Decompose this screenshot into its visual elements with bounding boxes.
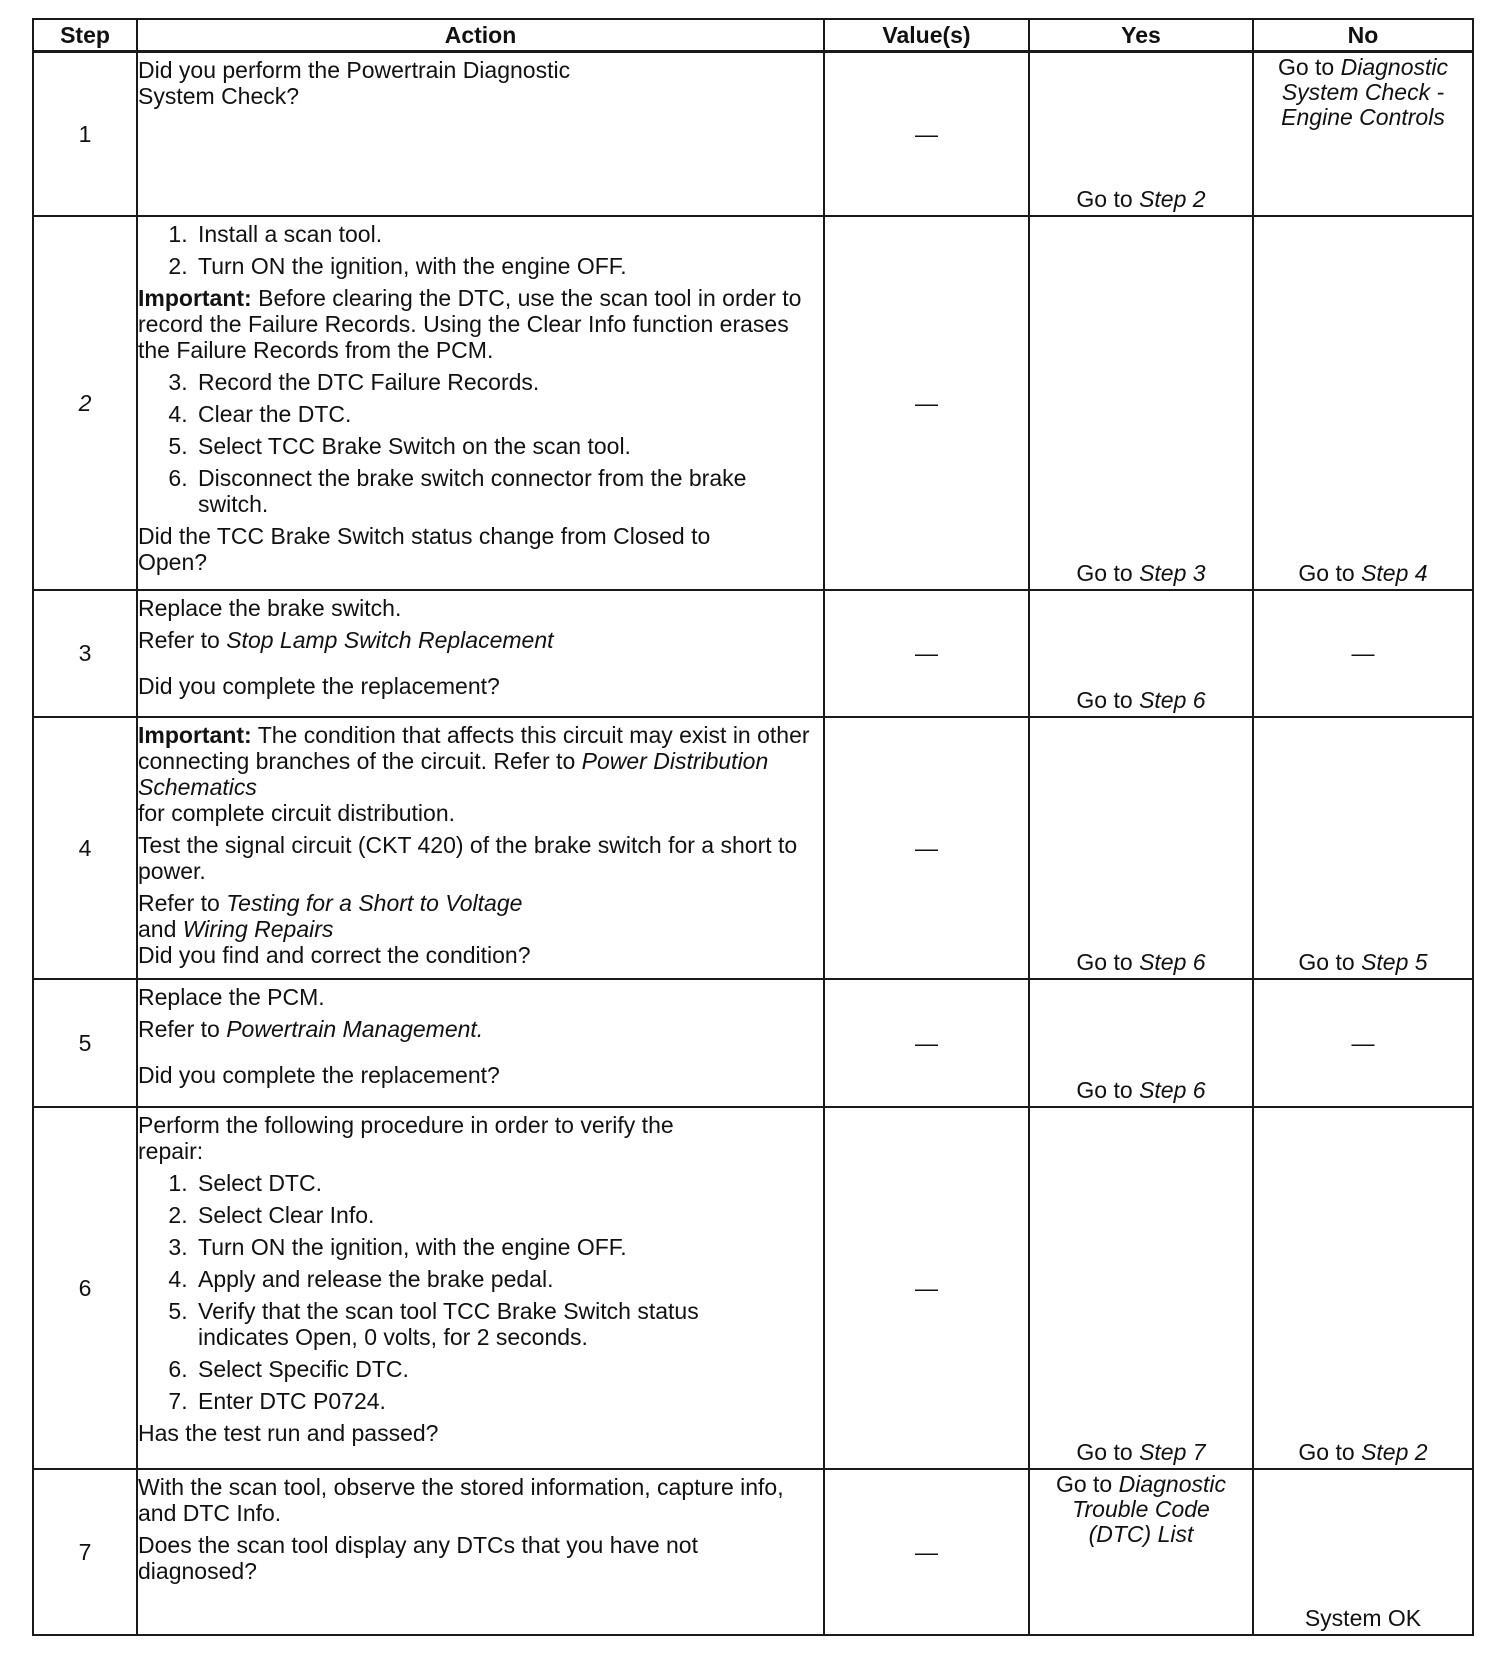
- value-dash: —: [915, 1538, 938, 1565]
- important-note: [138, 285, 823, 363]
- goto-target: Step 2: [1361, 1438, 1428, 1465]
- no-cell: [1253, 1469, 1473, 1635]
- refer-link[interactable]: Stop Lamp Switch Replacement: [226, 626, 554, 653]
- goto-target: Step 3: [1139, 559, 1206, 586]
- yes-link[interactable]: [1030, 687, 1252, 713]
- goto-target: Step 6: [1139, 948, 1206, 975]
- table-row-step-5: [33, 979, 1473, 1107]
- goto-prefix: Go to: [1076, 1076, 1133, 1103]
- table-row-step-4: [33, 717, 1473, 979]
- list-item: 2. Turn ON the ignition, with the engine OFF.: [194, 253, 823, 279]
- value-dash: —: [915, 389, 938, 416]
- goto-target: Step 5: [1361, 948, 1428, 975]
- important-text: The condition that affects this circuit may exist in other connecting branches of the circuit. Refer to: [138, 721, 810, 774]
- yes-cell: [1029, 52, 1253, 216]
- header-action: Action: [137, 19, 824, 52]
- question-text: Does the scan tool display any DTCs that you have not diagnosed?: [138, 1531, 698, 1584]
- value-cell: [824, 52, 1029, 216]
- procedure-list: [138, 221, 823, 279]
- yes-link[interactable]: [1030, 949, 1252, 975]
- goto-prefix: Go to: [1076, 948, 1133, 975]
- goto-prefix: Go to: [1298, 1438, 1355, 1465]
- step-number: 4: [33, 717, 137, 979]
- goto-target: Step 4: [1361, 559, 1428, 586]
- goto-target: Step 2: [1139, 185, 1206, 212]
- yes-link[interactable]: [1030, 1077, 1252, 1103]
- goto-target: Step 6: [1139, 686, 1206, 713]
- test-text: Test the signal circuit (CKT 420) of the brake switch for a short to power.: [138, 831, 798, 884]
- goto-prefix: Go to: [1076, 686, 1133, 713]
- action-cell: [137, 1469, 824, 1635]
- step-number: 2: [33, 216, 137, 590]
- instruction-text: With the scan tool, observe the stored information, capture info, and DTC Info.: [138, 1473, 784, 1526]
- no-cell: [1253, 590, 1473, 717]
- step-number: 3: [33, 590, 137, 717]
- yes-cell: [1029, 1107, 1253, 1469]
- no-dash: —: [1351, 1029, 1375, 1056]
- list-item: 4. Apply and release the brake pedal.: [194, 1266, 823, 1292]
- important-ref-link[interactable]: Power Distribution Schematics: [138, 747, 769, 800]
- important-label: Important:: [138, 284, 252, 311]
- action-cell: [137, 717, 824, 979]
- goto-target: Diagnostic Trouble Code (DTC) List: [1072, 1470, 1227, 1547]
- question-text: Did you complete the replacement?: [138, 672, 500, 699]
- goto-prefix: Go to: [1076, 1438, 1133, 1465]
- table-row-step-2: [33, 216, 1473, 590]
- table-header-row: [33, 19, 1473, 52]
- no-dash: —: [1351, 640, 1375, 666]
- yes-cell: [1029, 1469, 1253, 1635]
- question-text: Did the TCC Brake Switch status change from Closed to Open?: [138, 522, 711, 575]
- yes-cell: [1029, 590, 1253, 717]
- diagnostic-table: [32, 18, 1474, 1636]
- list-item: 5. Verify that the scan tool TCC Brake Switch status indicates Open, 0 volts, for 2 seconds.: [194, 1298, 738, 1350]
- goto-target: Step 6: [1139, 1076, 1206, 1103]
- no-cell: [1253, 979, 1473, 1107]
- procedure-list: [138, 369, 823, 517]
- intro-text: Perform the following procedure in order to verify the repair:: [138, 1111, 674, 1164]
- value-cell: [824, 590, 1029, 717]
- yes-link[interactable]: [1030, 1472, 1252, 1547]
- yes-cell: [1029, 717, 1253, 979]
- value-cell: [824, 216, 1029, 590]
- no-cell: [1253, 1107, 1473, 1469]
- no-link[interactable]: [1254, 949, 1472, 975]
- step-number: 5: [33, 979, 137, 1107]
- list-item: 6. Select Specific DTC.: [194, 1356, 823, 1382]
- important-label: Important:: [138, 721, 252, 748]
- value-dash: —: [915, 834, 938, 861]
- list-item: 5. Select TCC Brake Switch on the scan tool.: [194, 433, 823, 459]
- value-cell: [824, 979, 1029, 1107]
- yes-cell: [1029, 979, 1253, 1107]
- yes-link[interactable]: [1030, 186, 1252, 212]
- and-line: [138, 916, 823, 942]
- goto-prefix: Go to: [1055, 1470, 1113, 1497]
- value-cell: [824, 1469, 1029, 1635]
- diagnostic-table-sheet: [32, 18, 1472, 1636]
- goto-prefix: Go to: [1076, 559, 1133, 586]
- refer-line: [138, 627, 823, 653]
- yes-link[interactable]: [1030, 560, 1252, 586]
- goto-prefix: Go to: [1298, 559, 1355, 586]
- value-dash: —: [915, 120, 938, 147]
- value-dash: —: [915, 1274, 938, 1301]
- no-link[interactable]: [1254, 560, 1472, 586]
- no-cell: [1253, 216, 1473, 590]
- refer-line: [138, 890, 823, 916]
- question-text: Has the test run and passed?: [138, 1419, 439, 1446]
- list-item: 4. Clear the DTC.: [194, 401, 823, 427]
- table-row-step-7: [33, 1469, 1473, 1635]
- header-values: Value(s): [824, 19, 1029, 52]
- list-item: 3. Record the DTC Failure Records.: [194, 369, 823, 395]
- system-ok-text: System OK: [1304, 1604, 1422, 1631]
- action-cell: [137, 1107, 824, 1469]
- goto-target: Diagnostic System Check - Engine Controls: [1281, 54, 1449, 130]
- and-text: and: [138, 915, 177, 942]
- refer-prefix: Refer to: [138, 1015, 220, 1042]
- value-cell: [824, 1107, 1029, 1469]
- action-cell: [137, 216, 824, 590]
- list-item: 3. Turn ON the ignition, with the engine OFF.: [194, 1234, 823, 1260]
- refer-prefix: Refer to: [138, 889, 220, 916]
- instruction-text: Replace the PCM.: [138, 983, 325, 1010]
- and-link[interactable]: Wiring Repairs: [182, 915, 334, 942]
- header-no: No: [1253, 19, 1473, 52]
- goto-prefix: Go to: [1277, 54, 1335, 80]
- list-item: 1. Select DTC.: [194, 1170, 823, 1196]
- header-step: Step: [33, 19, 137, 52]
- yes-link[interactable]: [1030, 1439, 1252, 1465]
- list-item: 1. Install a scan tool.: [194, 221, 823, 247]
- important-text: Before clearing the DTC, use the scan tool in order to record the Failure Records. Using the Clear Info function erases the Failure Records from the PCM.: [138, 284, 802, 363]
- no-cell: [1253, 52, 1473, 216]
- question-text: Did you perform the Powertrain Diagnostic System Check?: [138, 57, 571, 109]
- question-text: Did you complete the replacement?: [138, 1061, 500, 1088]
- value-cell: [824, 717, 1029, 979]
- question-text: Did you find and correct the condition?: [138, 941, 531, 968]
- table-row-step-6: [33, 1107, 1473, 1469]
- header-yes: Yes: [1029, 19, 1253, 52]
- goto-prefix: Go to: [1076, 185, 1133, 212]
- important-note: [138, 722, 823, 800]
- action-cell: [137, 979, 824, 1107]
- value-dash: —: [915, 640, 938, 666]
- important-tail: for complete circuit distribution.: [138, 799, 456, 826]
- no-link[interactable]: [1254, 1439, 1472, 1465]
- instruction-text: Replace the brake switch.: [138, 594, 402, 621]
- no-cell: [1253, 717, 1473, 979]
- step-number: 1: [33, 52, 137, 216]
- yes-cell: [1029, 216, 1253, 590]
- refer-link[interactable]: Powertrain Management.: [226, 1015, 484, 1042]
- step-number: 6: [33, 1107, 137, 1469]
- value-dash: —: [915, 1029, 938, 1056]
- step-number: 7: [33, 1469, 137, 1635]
- goto-prefix: Go to: [1298, 948, 1355, 975]
- list-item: 7. Enter DTC P0724.: [194, 1388, 823, 1414]
- list-item: 6. Disconnect the brake switch connector from the brake switch.: [194, 465, 823, 517]
- table-row-step-3: [33, 590, 1473, 717]
- refer-link[interactable]: Testing for a Short to Voltage: [226, 889, 523, 916]
- no-link[interactable]: [1254, 55, 1472, 130]
- refer-prefix: Refer to: [138, 626, 220, 653]
- action-cell: [137, 52, 824, 216]
- refer-line: [138, 1016, 823, 1042]
- list-item: 2. Select Clear Info.: [194, 1202, 823, 1228]
- goto-target: Step 7: [1139, 1438, 1206, 1465]
- table-row-step-1: [33, 52, 1473, 216]
- action-cell: [137, 590, 824, 717]
- procedure-list: [138, 1170, 823, 1414]
